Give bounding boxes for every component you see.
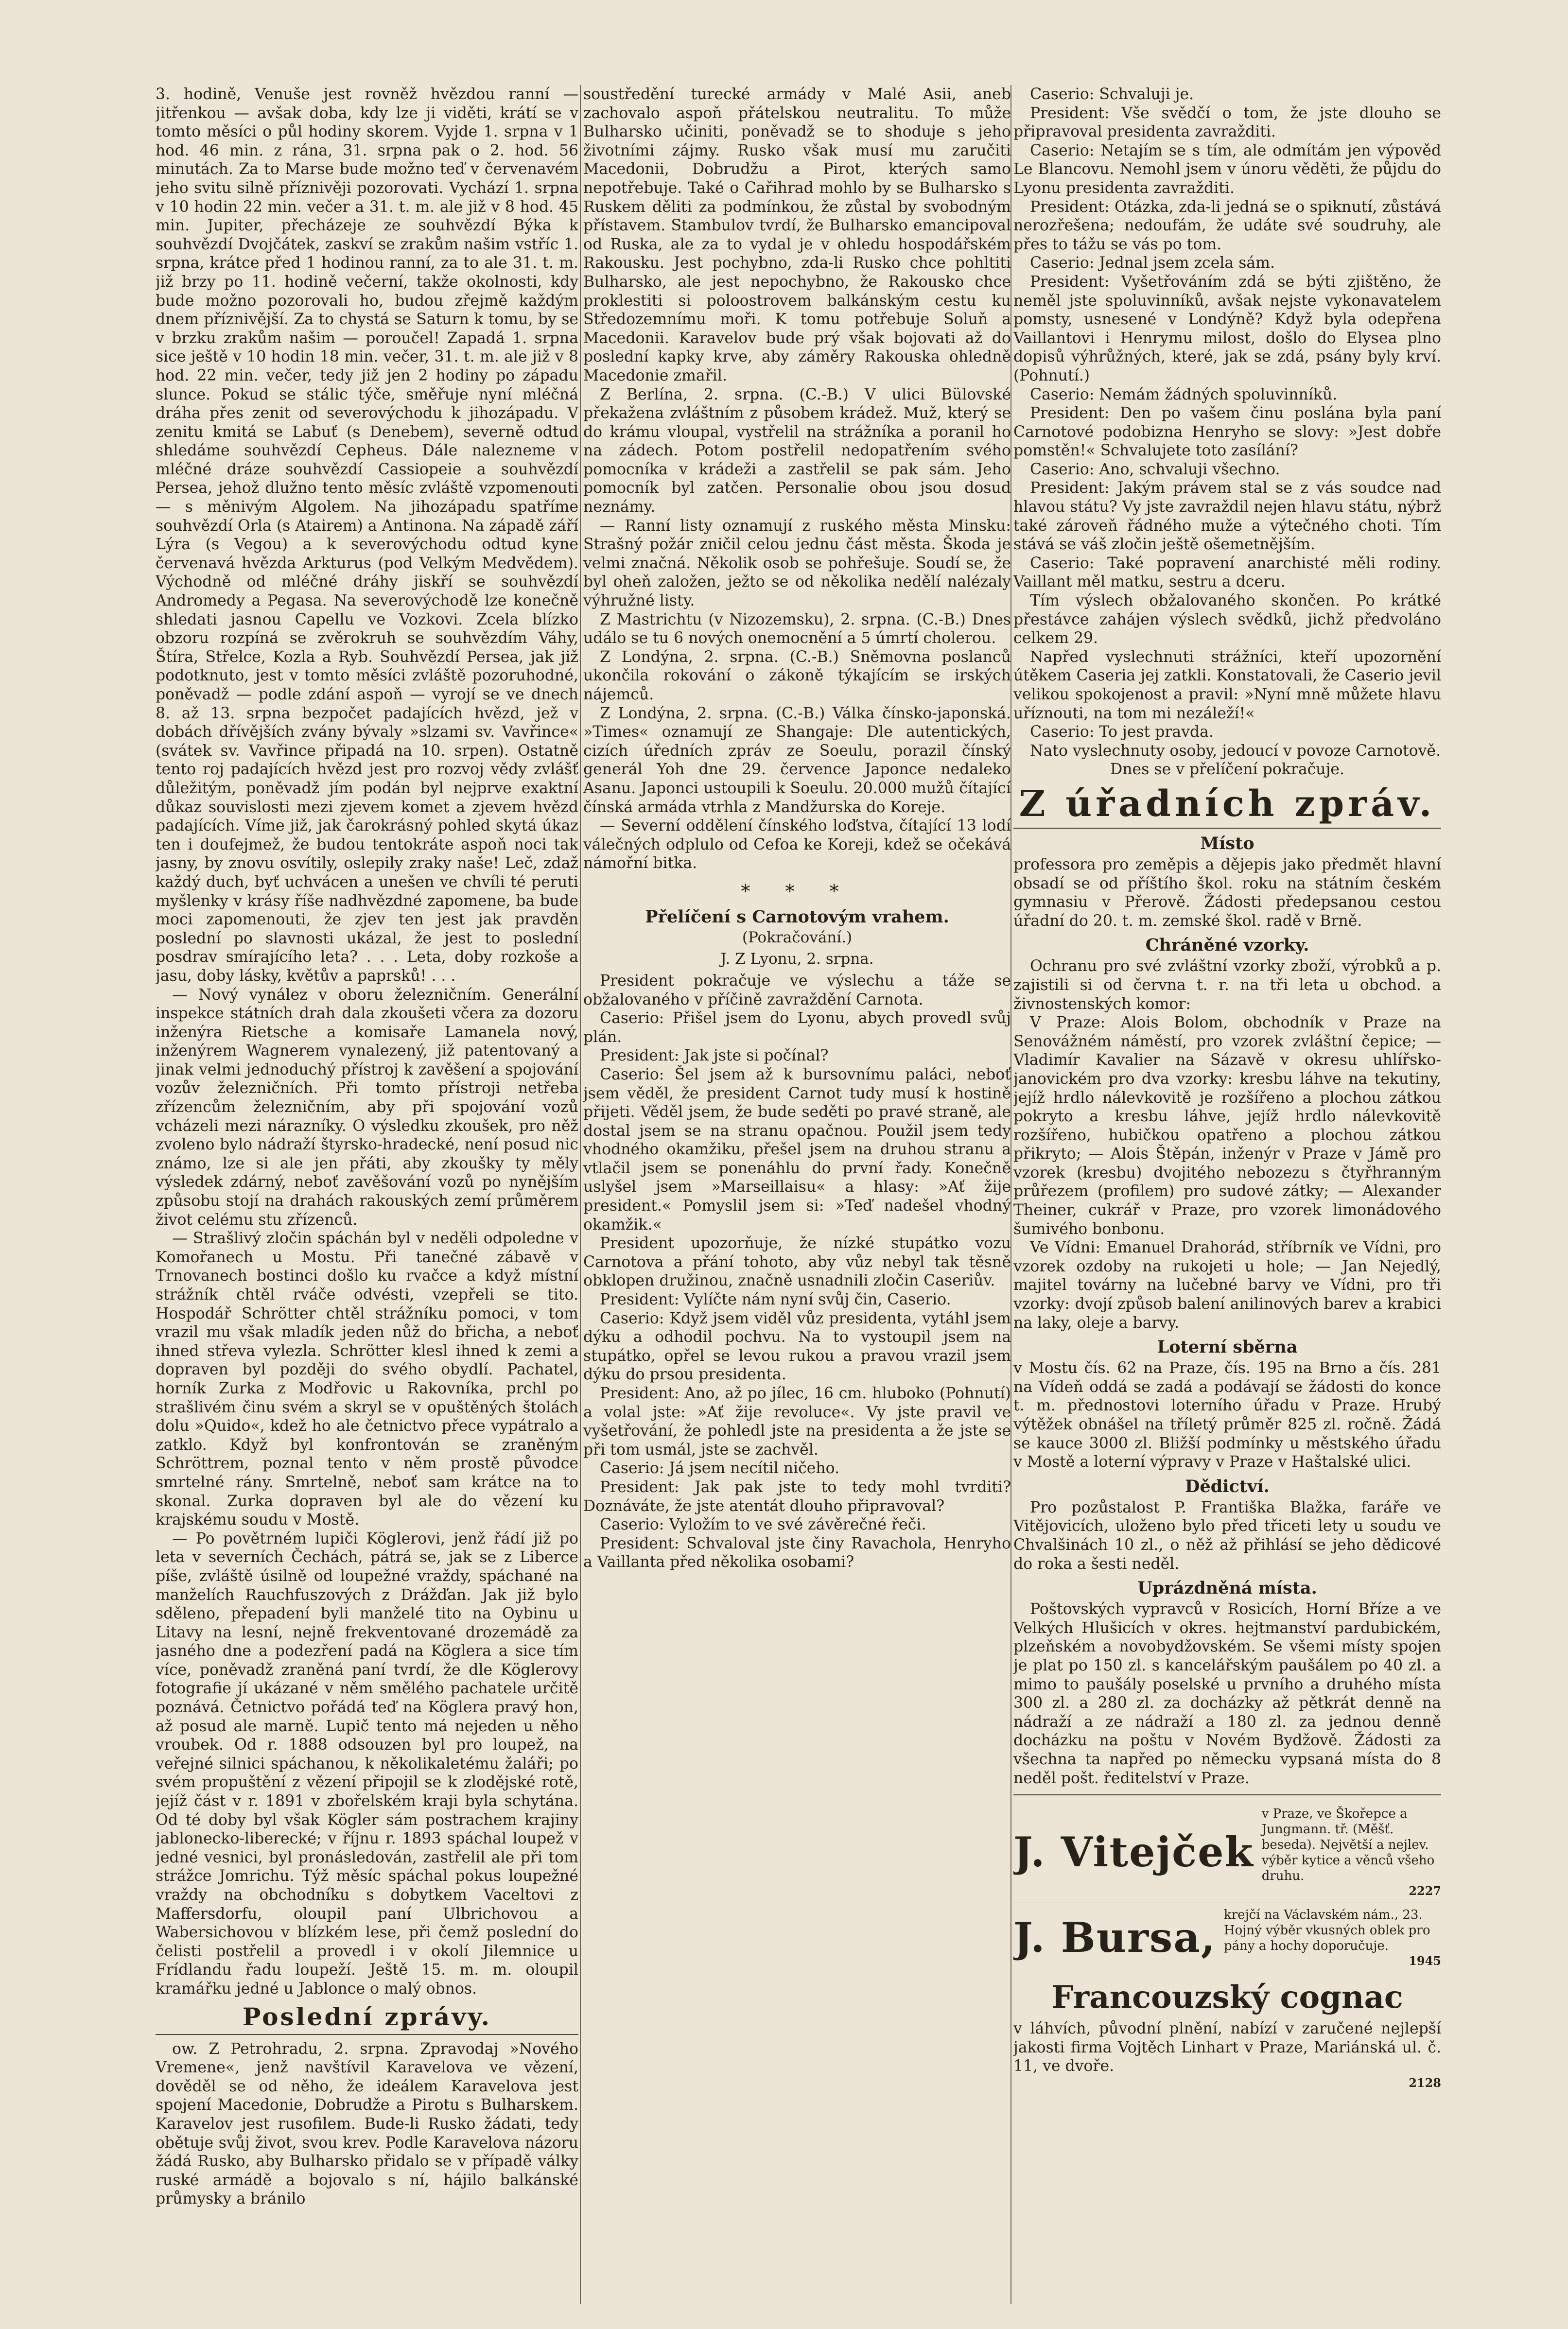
notice-text: professora pro zeměpis a dějepis jako předmět hlavní obsadí se od příštího škol. roku na státním českém gymnasiu v Přerově. Žádosti předepsanou cestou úřadní do 20. t. m. zemské škol. radě v Brně. bbox=[1013, 855, 1441, 930]
section-title-latest-news: Poslední zprávy. bbox=[156, 2002, 578, 2035]
advertiser-name: J. Bursa, bbox=[1013, 1913, 1216, 1962]
petersburg-report-continued: soustředění turecké armády v Malé Asii, aneb zachovalo aspoň přátelskou neutralitu. To může Bulharsko učiniti, poněvadž se to shoduje s jeho životními zájmy. Rusko však musí mu zaručiti Macedonii, Dobrudžu a Pirot, kterých samo nepotřebuje. Také o Cařihrad mohlo by se Bulharsko s Ruskem děliti za podmínkou, že zůstal by svobodným přístavem. Stambulov tvrdí, že Bulharsko emancipoval od Ruska, ale za to vydal je v ohledu hospodářském Rakousku. Jest pochybno, zda-li Rusko chce pohltiti Bulharsko, ale jest nepochybno, že Rakousko chce proklestiti si poloostrovem balkánským cestu ku Středozemnímu moři. K tomu potřebuje Soluň a Macedonii. Karavelov bude prý však bojovati až do poslední kapky krve, aby záměry Rakouska ohledně Macedonie zmařil. bbox=[583, 86, 1011, 384]
trial-paragraph: Caserio: Přišel jsem do Lyonu, abych provedl svůj plán. bbox=[583, 1009, 1011, 1046]
trial-paragraph: Caserio: Nemám žádných spoluvinníků. bbox=[1030, 385, 1338, 403]
trial-paragraph: Caserio: Ano, schvaluji všechno. bbox=[1030, 460, 1280, 478]
minsk-fire-report: — Ranní listy oznamují z ruského města Minsku: Strašný požár zničil celou jednu část města. Škoda je velmi značná. Několik osob se pohřešuje. Soudí se, že byl oheň založen, ježto se od několika nedělí nalézaly výhružné listy. bbox=[583, 517, 1011, 610]
trial-paragraph: President: Jak jste si počínal? bbox=[600, 1047, 829, 1065]
column-left bbox=[156, 85, 578, 2304]
trial-paragraph: Caserio: Když jsem viděl vůz presidenta, vytáhl jsem dýku a odhodil pochvu. Na to vystoupil jsem na stupátko, opřel se levou rukou a pravou vrazil jsem dýku do prsou presidenta. bbox=[583, 1309, 1011, 1384]
notice-text: Poštovských vypravců v Rosicích, Horní Bříze a ve Velkých Hlušicích v okres. hejtmanství pardubickém, plzeňském a novobydžovském. Se všemi místy spojen je plat po 150 zl. s kancelářským paušálem po 40 zl. a mimo to paušály poselské u prvního a druhého místa 300 zl. a 280 zl. za docházky až pětkrát denně na nádraží a ze nádraží a 180 zl. za jednou denně docházku na poštu v Novém Bydžově. Žádosti za všechna ta napřed po německu vypsaná místa do 8 neděl pošt. ředitelství v Praze. bbox=[1013, 1600, 1441, 1787]
trial-paragraph: Nato vyslechnuty osoby, jedoucí v povoze Carnotově. bbox=[1030, 742, 1441, 760]
trial-continuation: (Pokračování.) bbox=[742, 928, 853, 946]
advertisement bbox=[1013, 1907, 1441, 1972]
notice-heading: Chráněné vzorky. bbox=[1145, 935, 1309, 956]
trial-title: Přelíčení s Carnotovým vrahem. bbox=[645, 906, 949, 927]
trial-paragraph: Caserio: To jest pravda. bbox=[1030, 723, 1214, 741]
trial-dateline: J. Z Lyonu, 2. srpna. bbox=[720, 950, 874, 968]
trial-paragraph: President: Ano, až po jílec, 16 cm. hluboko (Pohnutí) a volal jste: »Ať žije revoluce«. Vy jste pravil ve vyšetřování, že pohledl jste na presidenta a že jste se při tom usmál, jste se zachvěl. bbox=[583, 1385, 1011, 1459]
chinese-fleet-report: — Severní oddělení čínského loďstva, čítající 13 lodí válečných odplulo od Cefoa ke Koreji, kdež se očekává námořní bitka. bbox=[583, 817, 1011, 872]
advertisement bbox=[1013, 1806, 1441, 1902]
notice-text: Ve Vídni: Emanuel Drahorád, stříbrník ve Vídni, pro vzorek ozdoby na rukojeti u hole; — Jan Nejedlý, majitel továrny na lučebné barvy ve Vídni, pro tři vzorky: dvojí způsob balení anilinových barev a krabici na laky, oleje a barvy. bbox=[1013, 1239, 1441, 1332]
robber-article: — Po povětrném lupiči Köglerovi, jenž řádí již po leta v severních Čechách, pátrá se, jak se z Liberce píše, zvláště úsilně od loupežné vraždy, spáchané na manželích Rauchfuszových z Drážďan. Jak již bylo sděleno, přepadení byli manželé tito na Oybinu u Litavy na lesní, nejně frekventované drozemádě za jasného dne a podezření padá na Köglera a sice tím více, poněvadž zraněná paní tvrdí, že dle Köglerovy fotografie jí ukázané v něm smělého pachatele určitě poznává. Četnictvo pořádá teď na Köglera pravý hon, až posud ale marně. Lupič tento má nejeden u něho vroubek. Od r. 1888 odsouzen byl pro loupež, na veřejné silnici spáchanou, k několikaletému žaláři; po svém propuštění z vězení připojil se k zlodějské rotě, jejíž část v r. 1891 v zbořelském kraji byla schytána. Od té doby byl však Kögler sám postrachem krajiny jablonecko-liberecké; v říjnu r. 1893 spáchal loupež v jedné vesnici, byl pronásledován, zastřelil ale při tom strážce Jomrichu. Týž měsíc spáchal pokus loupežné vraždy na obchodníku s dobytkem Vaceltovi z Maffersdorfu, oloupil paní Ulbrichovou a Wabersichovou v blízkém lese, při čemž poslední do čelisti postřelil a provedl i v okolí Jilemnice u Frídlandu řadu loupeží. Ještě 15. m. m. oloupil kramářku jedné u Jablonce o malý obnos. bbox=[156, 1529, 578, 1998]
trial-paragraph: President: Den po vašem činu poslána byla paní Carnotové podobizna Henryho se slovy: »Jest dobře pomstěn!« Schvalujete toto zasílání? bbox=[1013, 404, 1441, 460]
trial-paragraph: Caserio: Já jsem necítil ničeho. bbox=[600, 1460, 840, 1477]
advertisement-number: 2128 bbox=[1409, 2075, 1441, 2090]
advertisement-text: v Praze, ve Škořepce a Jungmann. tř. (Měšť. beseda). Největší a nejlev. výběr kytice a věnců všeho druhu. bbox=[1261, 1807, 1435, 1884]
astronomy-article: 3. hodině, Venuše jest rovněž hvězdou ranní — jitřenkou — avšak doba, kdy lze ji viděti, krátí se v tomto měsíci o půl hodiny skorem. Vyjde 1. srpna v 1 hod. 46 min. z rána, 31. srpna pak o 2. hod. 56 minutách. Za to Marse bude možno teď v červenavém jeho svitu silně příznivěji pozorovati. Vychází 1. srpna v 10 hodin 22 min. večer a 31. t. m. ale již v 8 hod. 45 min. Jupiter, přecházeje ze souhvězdí Býka k souhvězdí Dvojčátek, zaskví se zrakům našim vstříc 1. srpna, krátce před 1 hodinou ranní, za to ale 31. t. m. již brzy po 11. hodině večerní, takže okolnosti, kdy bude možno pozorovali ho, budou zřejmě každým dnem příznivější. Za to chystá se Saturn k tomu, by se v brzku zrakům našim — poroučel! Zapadá 1. srpna sice ještě v 10 hodin 18 min. večer, 31. t. m. ale již v 8 hod. 22 min. večer, tedy již jen 2 hodiny po západu slunce. Pokud se stálic týče, směřuje nyní mléčná dráha přes zenit od severovýchodu k jihozápadu. V zenitu kmitá se Labuť (s Denebem), severně odtud shledáme souhvězdí Cepheus. Dále nalezneme v mléčné dráze souhvězdí Cassiopeie a souhvězdí Persea, jehož dlužno tento měsíc zvláště vzpomenouti — s měnivým Algolem. Na jihozápadu spatříme souhvězdí Orla (s Atairem) a Antinona. Na západě září Lýra (s Vegou) a k severovýchodu odtud kyne červenavá hvězda Arkturus (pod Velkým Medvědem). Východně od mléčné dráhy jiskří se souhvězdí Andromedy a Pegasa. Na severovýchodě lze konečně shledati jasnou Capellu ve Vozkovi. Zcela blízko obzoru rozpíná se zvěrokruh se souhvězdím Váhy, Štíra, Střelce, Kozla a Ryb. Souhvězdí Persea, jak již podotknuto, jest v tomto měsíci zvláště pozoruhodné, poněvadž — podle zdání aspoň — vyrojí se ve dnech 8. až 13. srpna bezpočet padajících hvězd, jež v dobách dřívějších zvány bývaly »slzami sv. Vavřince« (svátek sv. Vavřince připadá na 10. srpen). Ostatně tento roj padajících hvězd jest pro rozvoj vědy zvlášť důležitým, poněvadž jím podán byl nejprve exaktní důkaz souvislosti mezi zjevem komet a zjevem hvězd padajících. Víme již, jak čarokrásný pohled skytá úkaz ten i doufejmež, že budou tentokráte aspoň noci tak jasny, by znovu osvítily, oslepily zraky naše! Leč, zdaž každý duch, byť uchvácen a unešen ve chvíli té peruti myšlenky v krásy říše nadhvězdné zapomene, ba bude moci zapomenouti, že zjev ten jest jak pravděn poslední po slavnosti ukázal, že jest to poslední posdrav smírajícího leta? . . . Leta, doby rozkoše a jasu, doby lásky, květův a paprsků! . . . bbox=[156, 86, 578, 985]
cognac-ad-text: v láhvích, původní plnění, nabízí v zaručené nejlepší jakosti firma Vojtěch Linhart v Praze, Mariánská ul. č. 11, ve dvoře. bbox=[1013, 2020, 1441, 2075]
trial-paragraph: President: Jak pak jste to tedy mohl tvrditi? Doznáváte, že jste atentát dlouho připravoval? bbox=[583, 1478, 1011, 1515]
petersburg-report: ow. Z Petrohradu, 2. srpna. Zpravodaj »Nového Vremene«, jenž navštívil Karavelova ve vězení, dověděl se od něho, že ideálem Karavelova jest spojení Macedonie, Dobrudže a Pirotu s Bulharskem. Karavelov jest rusofilem. Bude-li Rusko žádati, tedy obětuje svůj život, svou krev. Podle Karavelova názoru žádá Rusko, aby Bulharsko přidalo se v případě války ruské armádě a bojovalo s ní, hájilo balkánské průmysky a bránilo bbox=[156, 2040, 578, 2208]
advertisements bbox=[1013, 1794, 1441, 2090]
trial-closing: Dnes se v přelíčení pokračuje. bbox=[1110, 761, 1345, 779]
notice-text: Pro pozůstalost P. Františka Blažka, faráře ve Vitějovicích, uloženo bylo před třiceti lety u soudu ve Chvalšinách 10 zl., o něž až přihlásí se jeho dědicové do roka a šesti neděl. bbox=[1013, 1498, 1441, 1573]
trial-paragraph: Caserio: Netajím se s tím, ale odmítám jen výpověď Le Blancovu. Nemohl jsem v únoru věděti, že půjdu do Lyonu presidenta zavražditi. bbox=[1013, 141, 1441, 197]
column-middle bbox=[583, 85, 1011, 2304]
notice-heading: Místo bbox=[1200, 833, 1254, 853]
trial-paragraph: Caserio: Šel jsem až k bursovnímu paláci, neboť jsem věděl, že president Carnot tudy musí k hostině přijeti. Věděl jsem, že bude seděti po pravé straně, ale dostal jsem se na stranu opačnou. Použil jsem tedy vhodného okamžiku, přešel jsem na druhou stranu a vtlačil jsem se ponenáhlu do první řady. Konečně uslyšel jsem »Marseillaisu« a hlasy: »Ať žije president.« Pomyslil jsem si: »Teď nadešel vhodný okamžik.« bbox=[583, 1065, 1011, 1234]
trial-paragraph: President: Vše svědčí o tom, že jste dlouho se připravoval presidenta zavražditi. bbox=[1013, 104, 1441, 141]
trial-paragraph: President: Otázka, zda-li jedná se o spiknutí, zůstává nerozřešena; nedoufám, že udáte své soudruhy, ale přes to tážu se vás po tom. bbox=[1013, 198, 1441, 253]
trial-paragraph: Caserio: Také popravení anarchisté měli rodiny. Vaillant měl matku, sestru a dceru. bbox=[1013, 554, 1441, 591]
trial-paragraph: President pokračuje ve výslechu a táže se obžalovaného v příčině zavraždění Carnota. bbox=[583, 972, 1011, 1008]
notice-text: V Praze: Alois Bolom, obchodník v Praze na Senovážném náměstí, pro vzorek zvláštní čepice; — Vladimír Kavalier na Sázavě v okresu uhlířsko-janovickém pro dva vzorky: kresbu láhve na tekutiny, jejíž hrdlo nálevkovitě je rozšířeno a plochou zátkou pokryto a kresbu láhve, jejíž hrdlo nálevkovitě rozšířeno, hubičkou opatřeno a plochou zátkou přikryto; — Alois Štěpán, inženýr v Praze v Jámě pro vzorek (kresbu) dvojitého nebozezu s čtyřhranným průřezem (profilem) pro sudové zátky; — Alexander Theiner, cukrář v Praze, pro vzorek limonádového šumivého bonbonu. bbox=[1013, 1014, 1441, 1238]
trial-paragraph: President: Vyšetřováním zdá se býti zjištěno, že neměl jste spoluvinníků, avšak nejste vykonavatelem pomsty, usnesené v Londýně? Když byla odepřena Vaillantovi i Henrymu milost, došlo do Elysea plno dopisů výhrůžných, které, jak se zdá, psány byly krví. (Pohnutí.) bbox=[1013, 273, 1441, 384]
trial-paragraph: Caserio: Schvaluji je. bbox=[1030, 86, 1194, 103]
notice-text: Ochranu pro své zvláštní vzorky zboží, výrobků a p. zajistili si od června t. r. na tři leta u obchod. a živnostenských komor: bbox=[1013, 957, 1441, 1013]
advertiser-name: J. Vitejček bbox=[1013, 1828, 1254, 1877]
london-report-1: Z Londýna, 2. srpna. (C.-B.) Sněmovna poslanců ukončila rokování o zákoně týkajícím se irských nájemců. bbox=[583, 648, 1011, 703]
trial-paragraph: President: Jakým právem stal se z vás soudce nad hlavou státu? Vy jste zavraždil nejen hlavu státu, nýbrž také zároveň řádného muže a výtečného choti. Tím stává se váš zločin ještě ošemetnějším. bbox=[1013, 479, 1441, 554]
trial-paragraph: Tím výslech obžalovaného skončen. Po krátké přestávce zahájen výslech svědků, jichž předvoláno celkem 29. bbox=[1013, 592, 1441, 647]
trial-paragraph: President upozorňuje, že nízké stupátko vozu Carnotova a přání tohoto, aby vůz nebyl tak těsně obklopen družinou, značně usnadnili zločin Caseriův. bbox=[583, 1234, 1011, 1290]
berlin-report: Z Berlína, 2. srpna. (C.-B.) V ulici Bülovské překažena zvláštním z působem krádež. Muž, který se do krámu vloupal, vystřelil na strážníka a poranil ho na zádech. Potom postřelil nedopatřením svého pomocníka v krádeži a zastřelil se pak sám. Jeho pomocník byl zatčen. Personalie obou jsou dosud neznámy. bbox=[583, 385, 1011, 516]
trial-paragraph: Caserio: Jednal jsem zcela sám. bbox=[1030, 254, 1275, 272]
advertisement-number: 2227 bbox=[1409, 1884, 1441, 1898]
column-right bbox=[1013, 85, 1441, 2304]
trial-paragraph: President: Vylíčte nám nyní svůj čin, Caserio. bbox=[600, 1291, 951, 1309]
column-rule bbox=[580, 85, 581, 2304]
advertisement-number: 1945 bbox=[1409, 1954, 1441, 1968]
crime-article: — Strašlivý zločin spáchán byl v neděli odpoledne v Komořanech u Mostu. Při tanečné zábavě v Trnovanech bostinci došlo ku rvačce a když místní strážník chtěl rváče odvésti, vzepřeli se tito. Hospodář Schrötter chtěl strážníku pomoci, v tom vrazil mu však mladík jeden nůž do břicha, a neboť ihned střeva vylezla. Schrötter klesl ihned k zemi a dopraven byl později do svého obydlí. Pachatel, horník Zurka z Modřovic u Rakovníka, prchl po strašlivém činu svém a skryl se v opuštěných štolách dolu »Quido«, kdež ho ale četnictvo přece vypátralo a zatklo. Když byl konfrontován se zraněným Schröttrem, poznal tento v něm prostě původce smrtelné rány. Smrtelně, neboť sam krátce na to skonal. Zurka dopraven byl ale do vězení ku krajskému soudu v Mostě. bbox=[156, 1230, 578, 1529]
advertisement-text: krejčí na Václavském nám., 23. Hojný výběr vkusných oblek pro pány a hochy doporučuje. bbox=[1224, 1908, 1430, 1954]
railway-invention-article: — Nový vynález v oboru železničním. Generální inspekce státních drah dala zkoušeti včera za dozoru inženýra Rietsche a komisaře Lamanela nový, inženýrem Wagnerem vynalezený, již patentovaný a jinak velmi jednoduchý přístroj k zavěšení a spojování vozův železničních. Při tomto přístroji netřeba zřízencům železničním, aby při spojování vozů vcházeli mezi nárazníky. O výsledku zkoušek, pro něž zvoleno bylo nádraží štyrsko-hradecké, není posud nic známo, lze si ale jen přáti, aby zkoušky ty měly výsledek zdárný, neboť zavěšování vozů po nynějším způsobu stojí na drahách rakouských zemí průměrem život celému stu zřízenců. bbox=[156, 986, 578, 1229]
notice-heading: Loterní sběrna bbox=[1157, 1337, 1298, 1357]
trial-paragraph: Napřed vyslechnuti strážníci, kteří upozornění útěkem Caseria jej zatkli. Konstatovali, že Caserio jevil velikou spokojenost a pravil: »Nyní mně můžete hlavu uříznouti, na tom mi nezáleží!« bbox=[1013, 648, 1441, 722]
separator-stars: * * * bbox=[741, 880, 854, 902]
notice-text: v Mostu čís. 62 na Praze, čís. 195 na Brno a čís. 281 na Vídeň oddá se zadá a podávají se žádosti do konce t. m. přednostovi loterního úřadu v Praze. Hrubý výtěžek obnášel na tříletý průměr 825 zl. ročně. Žádá se kauce 3000 zl. Bližší podmínky u městského úřadu v Mostě a loterní výpravy v Praze v Haštalské ulici. bbox=[1013, 1359, 1441, 1471]
notice-heading: Dědictví. bbox=[1185, 1476, 1270, 1496]
london-report-2: Z Londýna, 2. srpna. (C.-B.) Válka čínsko-japonská. »Times« oznamují ze Shangaje: Dle autentických, cizích úředních zpráv ze Soeulu, porazil čínský generál Yoh dne 29. července Japonce nedaleko Asanu. Japonci ustoupili k Soeulu. 20.000 mužů čítající čínská armáda vtrhla z Mandžurska do Koreje. bbox=[583, 704, 1011, 816]
maastricht-report: Z Mastrichtu (v Nizozemsku), 2. srpna. (C.-B.) Dnes událo se tu 6 nových onemocnění a 5 úmrtí cholerou. bbox=[583, 610, 1011, 647]
notice-heading: Uprázdněná místa. bbox=[1137, 1578, 1317, 1599]
trial-paragraph: President: Schvaloval jste činy Ravachola, Henryho a Vaillanta před několika osobami? bbox=[583, 1534, 1011, 1571]
cognac-ad-title: Francouzský cognac bbox=[1051, 1979, 1403, 2016]
section-title-official-news: Z úřadních zpráv. bbox=[1013, 783, 1441, 829]
trial-paragraph: Caserio: Vyložím to ve své závěrečné řeči. bbox=[600, 1516, 926, 1534]
